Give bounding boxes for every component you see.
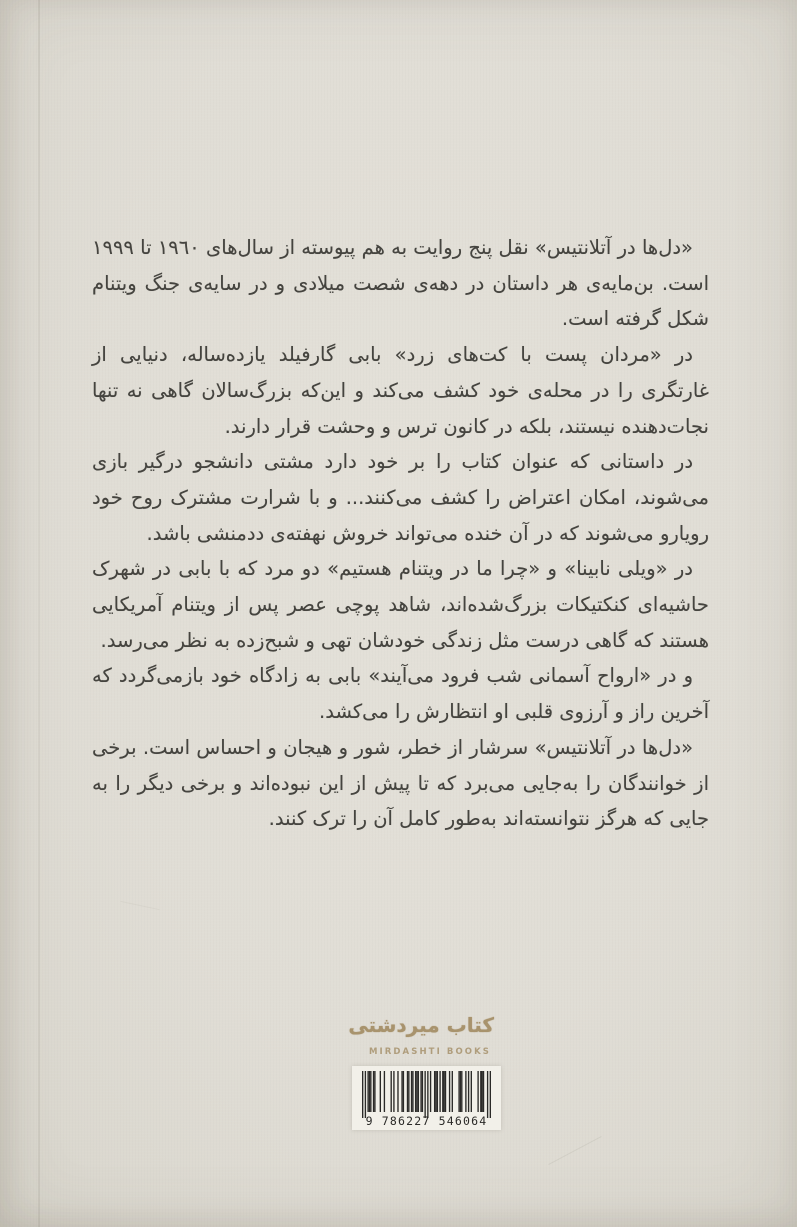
paper-scratch bbox=[548, 1136, 601, 1165]
barcode-digits: 9 786227 546064 bbox=[365, 1114, 488, 1128]
publisher-name-latin: MIRDASHTI BOOKS bbox=[368, 1047, 492, 1057]
synopsis-paragraph: «دل‌ها در آتلانتیس» سرشار از خطر، شور و هیجان و احساس است. برخی از خوانندگان را به‌جایی می‌برد که تا پیش از این نبوده‌اند و برخی دیگر را به جایی که هرگز نتوانسته‌اند به‌طور کامل آن را ترک کنند. bbox=[92, 735, 709, 831]
synopsis-text-block bbox=[92, 230, 709, 837]
synopsis-paragraph: و در «ارواح آسمانی شب فرود می‌آیند» بابی به زادگاه خود بازمی‌گردد که آخرین راز و آرزوی قلبی او انتظارش را می‌کشد. bbox=[92, 664, 709, 724]
paper-crease bbox=[38, 0, 40, 1227]
synopsis-paragraph: «دل‌ها در آتلانتیس» نقل پنج روایت به هم پیوسته از سال‌های ١٩٦٠ تا ١٩٩٩ است. بن‌مایه‌ی هر داستان در دهه‌ی شصت میلادی و در سایه‌ی جنگ ویتنام شکل گرفته است. bbox=[92, 236, 709, 331]
barcode-bars bbox=[362, 1071, 491, 1119]
synopsis-paragraph: در «مردان پست با کت‌های زرد» بابی گارفیلد یازده‌ساله، دنیایی از غارتگری را در محله‌ی خود کشف می‌کند و این‌که بزرگ‌سالان گاهی نه تنها نجات‌دهنده نیستند، بلکه در کانون ترس و وحشت قرار دارند. bbox=[92, 343, 709, 438]
paper-scratch bbox=[120, 901, 159, 910]
isbn-barcode bbox=[352, 1066, 501, 1130]
publisher-block bbox=[348, 1005, 494, 1057]
synopsis-paragraph: در داستانی که عنوان کتاب را بر خود دارد مشتی دانشجو درگیر بازی می‌شوند، امکان اعتراض را کشف می‌کنند... و با شرارت مشترک روح خود رویارو می‌شوند که در آن خنده می‌تواند خروش نهفته‌ی ددمنشی باشد. bbox=[92, 450, 709, 545]
publisher-logo-calligraphy: کتاب میردشتی bbox=[348, 1013, 494, 1037]
synopsis-paragraph: در «ویلی نابینا» و «چرا ما در ویتنام هستیم» دو مرد که با بابی در شهرک حاشیه‌ای کنکتیکات بزرگ‌شده‌اند، شاهد پوچی عصر پس از ویتنام آمریکایی هستند که گاهی درست مثل زندگی خودشان تهی و شبح‌زده به نظر می‌رسد. bbox=[92, 557, 709, 652]
